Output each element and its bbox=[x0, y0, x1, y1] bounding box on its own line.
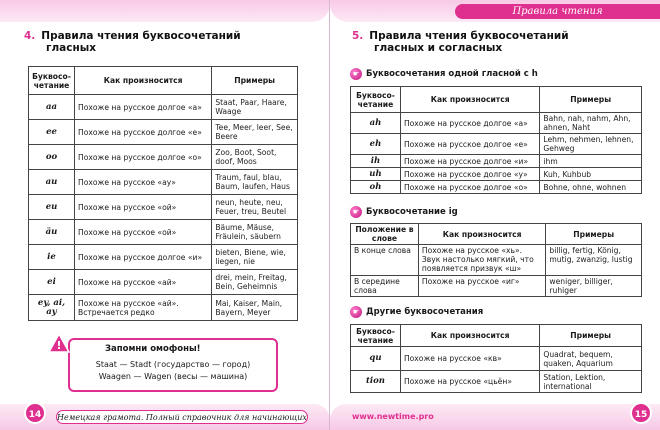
combination-cell: eh bbox=[351, 134, 401, 155]
combination-cell: tion bbox=[351, 371, 401, 393]
subheading-vowel-h bbox=[350, 68, 538, 80]
table-row bbox=[29, 145, 298, 170]
table-header-row bbox=[351, 224, 642, 245]
pronunciation-cell: Похоже на русское долгое «а» bbox=[74, 95, 211, 120]
pronunciation-cell: Похоже на русское долгое «о» bbox=[400, 181, 539, 194]
combination-cell: au bbox=[29, 170, 75, 195]
page-number-15: 15 bbox=[630, 402, 652, 424]
vowel-combinations-table bbox=[28, 66, 298, 321]
examples-cell: Quadrat, bequem, quaken, Aquarium bbox=[540, 347, 642, 371]
examples-cell: Mai, Kaiser, Main, Bayern, Meyer bbox=[212, 295, 298, 321]
section-title-line-1: Правила чтения буквосочетаний bbox=[41, 30, 241, 42]
section-title-line-2: гласных bbox=[46, 42, 97, 54]
subheading-text: Буквосочетание ig bbox=[366, 207, 458, 217]
examples-cell: Bäume, Mäuse, Fräulein, säubern bbox=[212, 220, 298, 245]
position-cell: В конце слова bbox=[351, 245, 419, 276]
combination-cell: oh bbox=[351, 181, 401, 194]
examples-cell: Bohne, ohne, wohnen bbox=[540, 181, 642, 194]
bullet-icon: ☛ bbox=[350, 306, 362, 318]
note-title: Запомни омофоны! bbox=[105, 344, 201, 354]
bullet-icon: ☛ bbox=[350, 206, 362, 218]
ig-table bbox=[350, 223, 642, 297]
examples-cell: bieten, Biene, wie, liegen, nie bbox=[212, 245, 298, 270]
section-4-title bbox=[24, 30, 241, 54]
pronunciation-cell: Похоже на русское «ай» bbox=[74, 270, 211, 295]
examples-cell: Lehm, nehmen, lehnen, Gehweg bbox=[540, 134, 642, 155]
table-row bbox=[351, 181, 642, 194]
table-header-row bbox=[351, 87, 642, 113]
table-row bbox=[29, 270, 298, 295]
section-number: 4. bbox=[24, 30, 36, 42]
bullet-icon: ☛ bbox=[350, 68, 362, 80]
combination-cell: ee bbox=[29, 120, 75, 145]
combination-cell: ie bbox=[29, 245, 75, 270]
col-header-examples: Примеры bbox=[540, 325, 642, 347]
subheading-other bbox=[350, 306, 483, 318]
combination-cell: uh bbox=[351, 168, 401, 181]
examples-cell: Bahn, nah, nahm, Ahn, ahnen, Naht bbox=[540, 113, 642, 134]
combination-cell: äu bbox=[29, 220, 75, 245]
pronunciation-cell: Похоже на русское долгое «о» bbox=[74, 145, 211, 170]
pronunciation-cell: Похоже на русское «ой» bbox=[74, 195, 211, 220]
table-row bbox=[351, 245, 642, 276]
pronunciation-cell: Похоже на русское долгое «е» bbox=[74, 120, 211, 145]
pronunciation-cell: Похоже на русское «кв» bbox=[400, 347, 539, 371]
homophones-note bbox=[68, 338, 278, 392]
pronunciation-cell: Похоже на русское долгое «и» bbox=[400, 155, 539, 168]
pronunciation-cell: Похоже на русское «ай». Встречается редко bbox=[74, 295, 211, 321]
section-title-line-2: гласных и согласных bbox=[374, 42, 503, 54]
col-header-pronunciation: Как произносится bbox=[400, 325, 539, 347]
examples-cell: Kuh, Kuhbub bbox=[540, 168, 642, 181]
combination-cell: ih bbox=[351, 155, 401, 168]
section-number: 5. bbox=[352, 30, 364, 42]
subheading-text: Буквосочетания одной гласной с h bbox=[366, 69, 538, 79]
pronunciation-cell: Похоже на русское «ой» bbox=[74, 220, 211, 245]
table-row bbox=[29, 120, 298, 145]
col-header-combination: Буквосо-четание bbox=[351, 87, 401, 113]
right-page bbox=[330, 0, 660, 430]
combination-cell: ey, ai, ay bbox=[29, 295, 75, 321]
pronunciation-cell: Похоже на русское «иг» bbox=[418, 276, 545, 297]
table-row bbox=[29, 245, 298, 270]
combination-cell: qu bbox=[351, 347, 401, 371]
col-header-pronunciation: Как произносится bbox=[400, 87, 539, 113]
table-row bbox=[351, 155, 642, 168]
table-header-row bbox=[29, 67, 298, 95]
table-row bbox=[29, 295, 298, 321]
examples-cell: Tee, Meer, leer, See, Beere bbox=[212, 120, 298, 145]
col-header-examples: Примеры bbox=[212, 67, 298, 95]
table-row bbox=[351, 134, 642, 155]
examples-cell: weniger, billiger, ruhiger bbox=[546, 276, 642, 297]
website-url: www.newtime.pro bbox=[352, 412, 434, 421]
pronunciation-cell: Похоже на русское «ау» bbox=[74, 170, 211, 195]
table-row bbox=[29, 170, 298, 195]
note-line-1: Staat — Stadt (государство — город) bbox=[95, 360, 251, 369]
pronunciation-cell: Похоже на русское «хь». Звук настолько мягкий, что появляется призвук «ш» bbox=[418, 245, 545, 276]
examples-cell: billig, fertig, König, mutig, zwanzig, lustig bbox=[546, 245, 642, 276]
table-row bbox=[351, 168, 642, 181]
warning-icon bbox=[48, 333, 70, 353]
table-row bbox=[351, 347, 642, 371]
table-header-row bbox=[351, 325, 642, 347]
table-row bbox=[29, 220, 298, 245]
examples-cell: ihm bbox=[540, 155, 642, 168]
examples-cell: Traum, faul, blau, Baum, laufen, Haus bbox=[212, 170, 298, 195]
table-row bbox=[29, 195, 298, 220]
examples-cell: Staat, Paar, Haare, Waage bbox=[212, 95, 298, 120]
pronunciation-cell: Похоже на русское долгое «а» bbox=[400, 113, 539, 134]
combination-cell: eu bbox=[29, 195, 75, 220]
pronunciation-cell: Похоже на русское долгое «е» bbox=[400, 134, 539, 155]
pronunciation-cell: Похоже на русское долгое «и» bbox=[74, 245, 211, 270]
table-row bbox=[351, 113, 642, 134]
table-row bbox=[351, 371, 642, 393]
col-header-position: Положение в слове bbox=[351, 224, 419, 245]
pronunciation-cell: Похоже на русское долгое «у» bbox=[400, 168, 539, 181]
combination-cell: aa bbox=[29, 95, 75, 120]
combination-cell: ei bbox=[29, 270, 75, 295]
col-header-combination: Буквосо-четание bbox=[29, 67, 75, 95]
col-header-combination: Буквосо-четание bbox=[351, 325, 401, 347]
col-header-examples: Примеры bbox=[546, 224, 642, 245]
col-header-examples: Примеры bbox=[540, 87, 642, 113]
top-band-left bbox=[0, 0, 330, 22]
examples-cell: Station, Lektion, international bbox=[540, 371, 642, 393]
col-header-pronunciation: Как произносится bbox=[418, 224, 545, 245]
book-title-footer: Немецкая грамота. Полный справочник для начинающих bbox=[56, 410, 308, 424]
combination-cell: ah bbox=[351, 113, 401, 134]
other-combinations-table bbox=[350, 324, 642, 393]
subheading-text: Другие буквосочетания bbox=[366, 307, 484, 317]
page-number-14: 14 bbox=[24, 402, 46, 424]
examples-cell: neun, heute, neu, Feuer, treu, Beutel bbox=[212, 195, 298, 220]
pronunciation-cell: Похоже на русское «цьён» bbox=[400, 371, 539, 393]
examples-cell: drei, mein, Freitag, Bein, Geheimnis bbox=[212, 270, 298, 295]
table-row bbox=[351, 276, 642, 297]
col-header-pronunciation: Как произносится bbox=[74, 67, 211, 95]
combination-cell: oo bbox=[29, 145, 75, 170]
section-5-title bbox=[352, 30, 569, 54]
subheading-ig bbox=[350, 206, 458, 218]
svg-text:!: ! bbox=[56, 339, 62, 352]
vowel-h-table bbox=[350, 86, 642, 194]
note-line-2: Waagen — Wagen (весы — машина) bbox=[98, 372, 248, 381]
position-cell: В середине слова bbox=[351, 276, 419, 297]
table-row bbox=[29, 95, 298, 120]
examples-cell: Zoo, Boot, Soot, doof, Moos bbox=[212, 145, 298, 170]
section-title-line-1: Правила чтения буквосочетаний bbox=[369, 30, 569, 42]
chapter-tab: Правила чтения bbox=[455, 4, 660, 19]
